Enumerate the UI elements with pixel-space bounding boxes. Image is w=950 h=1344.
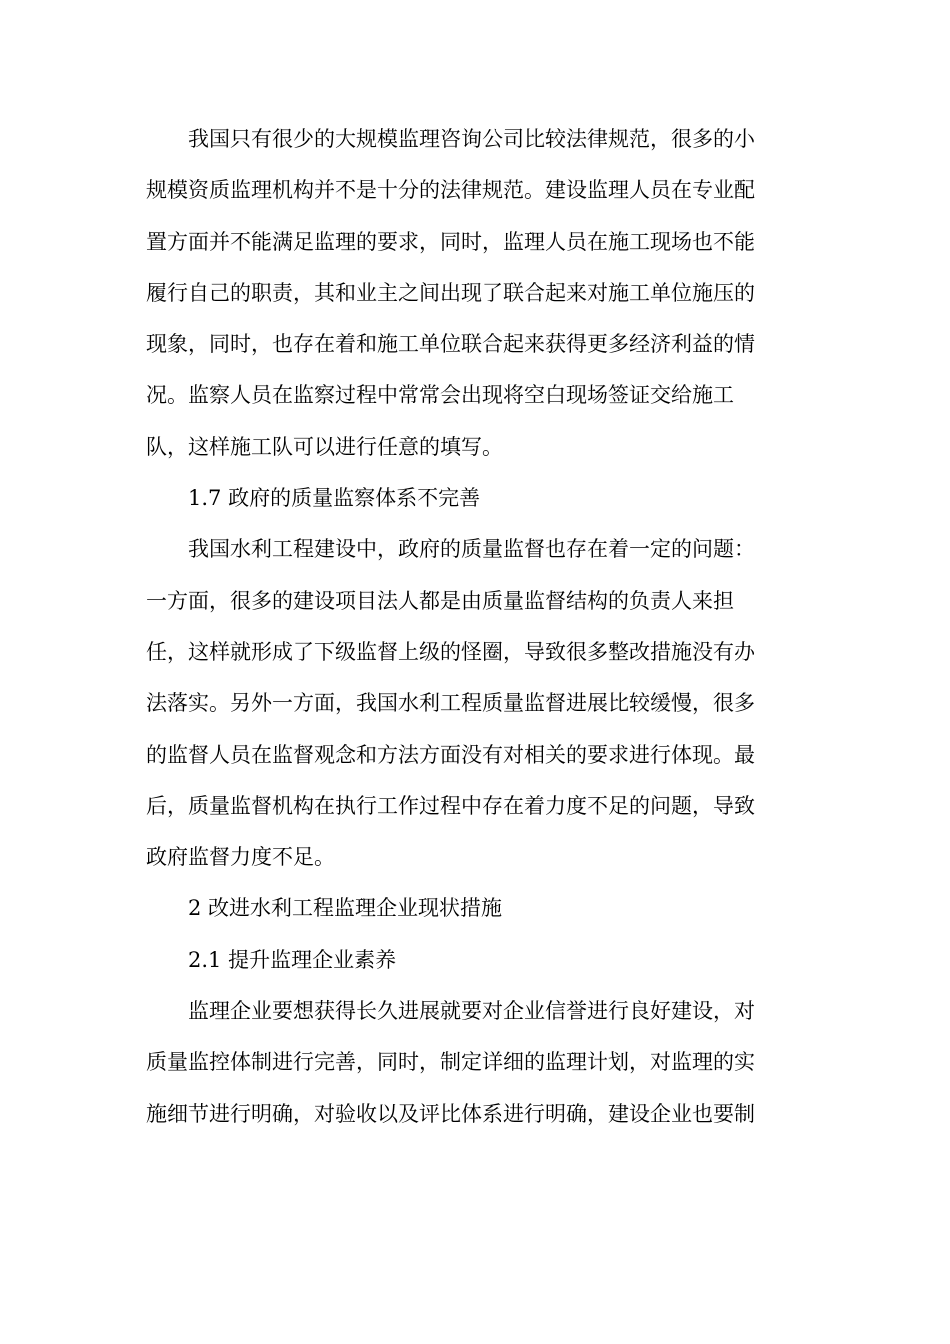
section-heading: 2 改进水利工程监理企业现状措施 <box>188 896 503 921</box>
paragraph-line: 一方面，很多的建设项目法人都是由质量监督结构的负责人来担 <box>146 588 734 613</box>
paragraph-line: 监理企业要想获得长久进展就要对企业信誉进行良好建设，对 <box>188 999 755 1024</box>
document-body <box>146 114 806 1140</box>
paragraph-line: 施细节进行明确，对验收以及评比体系进行明确，建设企业也要制 <box>146 1101 755 1126</box>
paragraph-line: 规模资质监理机构并不是十分的法律规范。建设监理人员在专业配 <box>146 178 755 203</box>
paragraph-line: 况。监察人员在监察过程中常常会出现将空白现场签证交给施工 <box>146 383 734 408</box>
paragraph-line: 现象，同时，也存在着和施工单位联合起来获得更多经济利益的情 <box>146 332 755 357</box>
paragraph-line: 履行自己的职责，其和业主之间出现了联合起来对施工单位施压的 <box>146 280 755 305</box>
paragraph-line: 我国水利工程建设中，政府的质量监督也存在着一定的问题： <box>188 537 755 562</box>
paragraph-line: 队，这样施工队可以进行任意的填写。 <box>146 434 503 459</box>
paragraph-line: 我国只有很少的大规模监理咨询公司比较法律规范，很多的小 <box>188 127 755 151</box>
paragraph-line: 法落实。另外一方面，我国水利工程质量监督进展比较缓慢，很多 <box>146 691 755 716</box>
paragraph-line: 任，这样就形成了下级监督上级的怪圈，导致很多整改措施没有办 <box>146 639 755 664</box>
paragraph-line: 政府监督力度不足。 <box>146 845 335 870</box>
paragraph-line: 置方面并不能满足监理的要求，同时，监理人员在施工现场也不能 <box>146 229 755 254</box>
paragraph-line: 后，质量监督机构在执行工作过程中存在着力度不足的问题，导致 <box>146 793 755 818</box>
paragraph-line: 质量监控体制进行完善，同时，制定详细的监理计划，对监理的实 <box>146 1050 755 1075</box>
subsection-heading: 2.1 提升监理企业素养 <box>188 947 397 972</box>
section-heading: 1.7 政府的质量监察体系不完善 <box>188 486 481 511</box>
paragraph-line: 的监督人员在监督观念和方法方面没有对相关的要求进行体现。最 <box>146 742 755 767</box>
